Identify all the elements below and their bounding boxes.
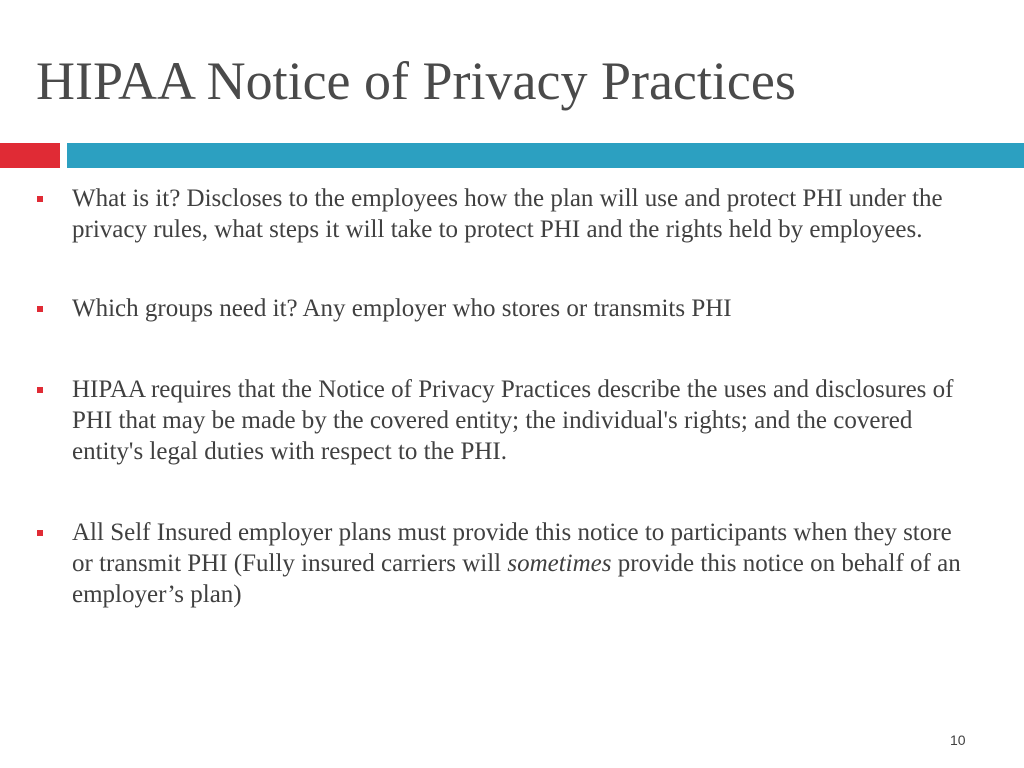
bullet-text: Which groups need it? Any employer who stores or transmits PHI (72, 295, 732, 322)
bullet-list (0, 183, 1024, 610)
accent-bar-red (0, 143, 60, 168)
bullet-text-before: All Self Insured employer plans must provide this notice to participants when they store or transmit PHI (Fully insured carriers will (72, 519, 952, 577)
bullet-item (0, 517, 1024, 610)
bullet-item (0, 374, 1024, 467)
bullet-item (0, 293, 1024, 324)
slide-title: HIPAA Notice of Privacy Practices (36, 51, 796, 111)
bullet-item (0, 183, 1024, 245)
accent-bar-blue (67, 143, 1024, 168)
bullet-text: HIPAA requires that the Notice of Privacy Practices describe the uses and disclosures of PHI that may be made by the covered entity; the individual's rights; and the covered entity's legal duties with respect to the PHI. (72, 376, 954, 465)
square-bullet-icon (37, 196, 43, 202)
square-bullet-icon (37, 306, 43, 312)
bullet-text: What is it? Discloses to the employees how the plan will use and protect PHI under the privacy rules, what steps it will take to protect PHI and the rights held by employees. (72, 185, 943, 243)
bullet-text-after: provide this notice on behalf of an employer’s plan) (72, 550, 961, 608)
bullet-emphasis-text: sometimes (507, 550, 612, 577)
page-number: 10 (950, 732, 966, 748)
square-bullet-icon (37, 530, 43, 536)
square-bullet-icon (37, 387, 43, 393)
